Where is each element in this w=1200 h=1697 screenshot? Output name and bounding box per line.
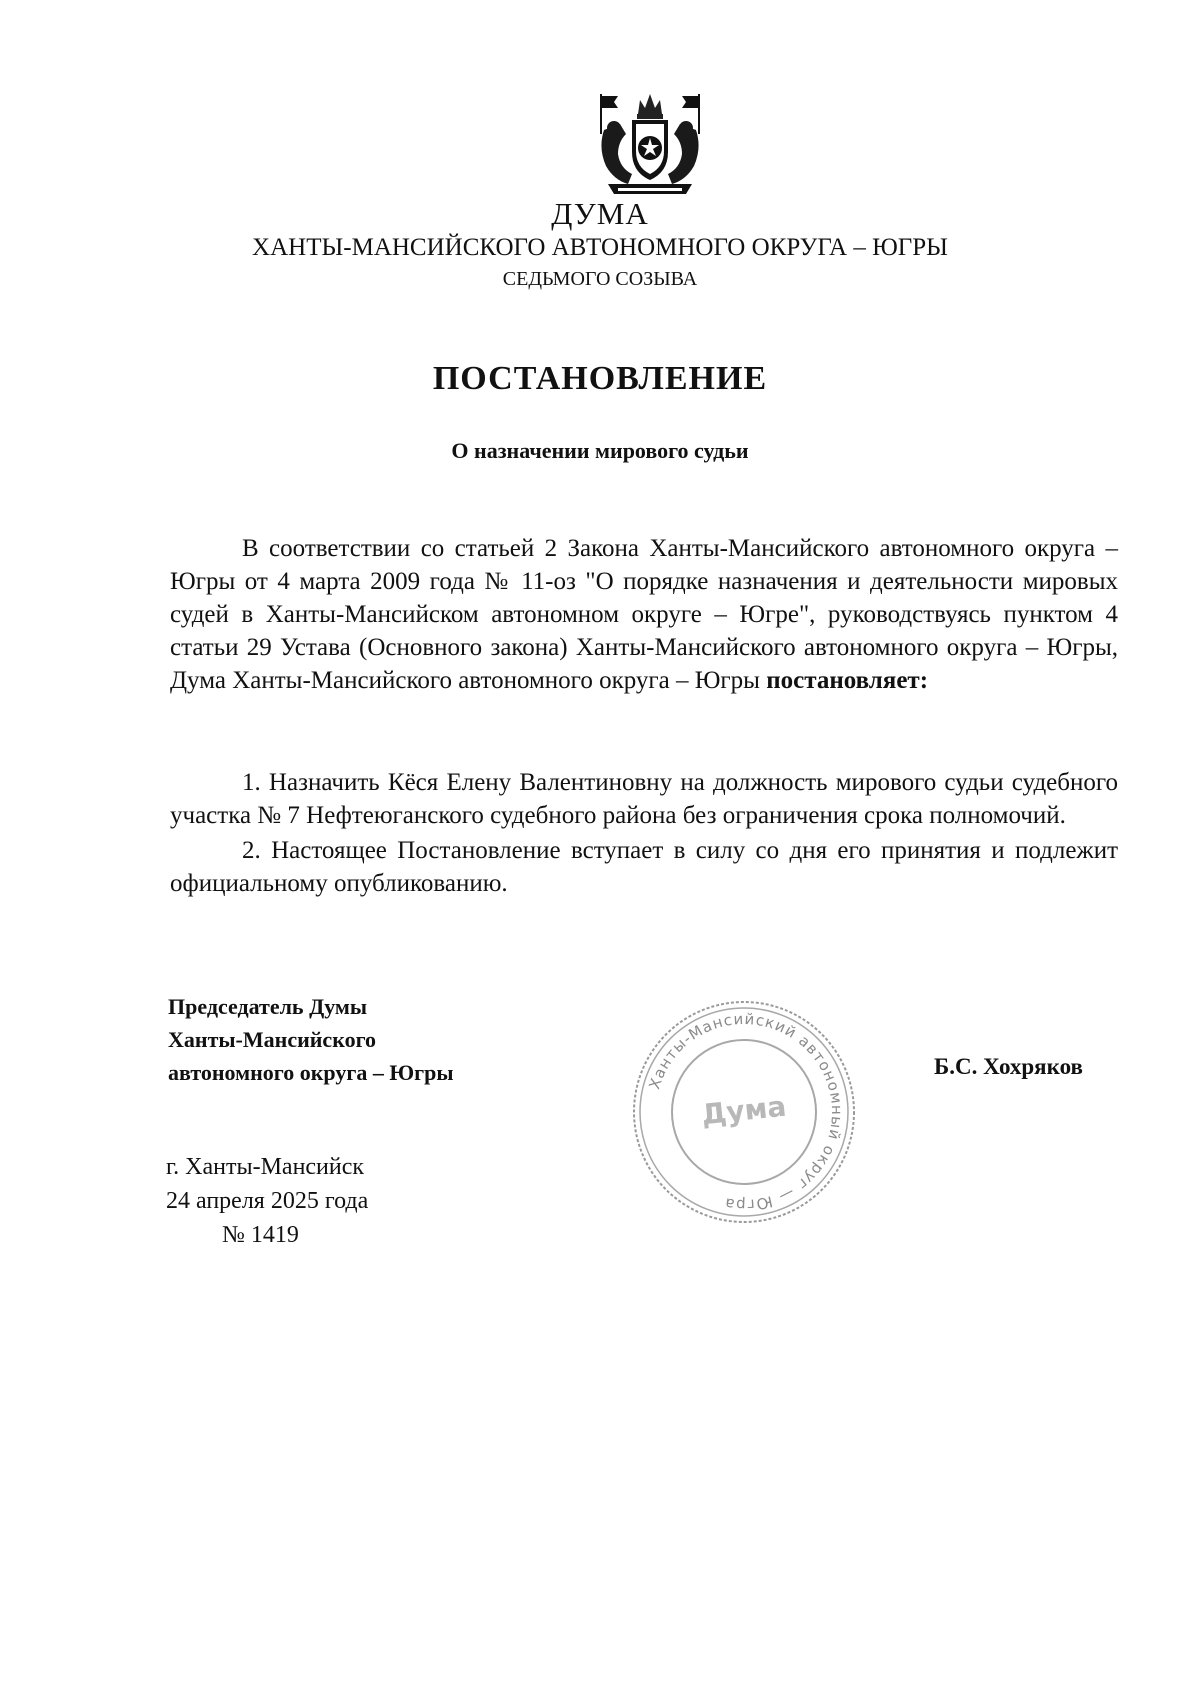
decree-word: постановляет: — [766, 667, 929, 694]
decree-item-1: 1. Назначить Кёся Елену Валентиновну на должность мирового судьи судебного участка № 7 Нефтеюганского судебного района без ограничения срока полномочий. — [170, 769, 1118, 829]
official-seal — [628, 996, 860, 1228]
coat-of-arms-icon — [588, 88, 712, 200]
document-number: № 1419 — [222, 1222, 299, 1248]
preamble-paragraph — [170, 532, 1118, 697]
signatory-position-line: Ханты-Мансийского — [168, 1027, 377, 1052]
preamble-text: В соответствии со статьей 2 Закона Ханты-Мансийского автономного округа – Югры от 4 марта 2009 года № 11-оз "О порядке назначения и деятельности мировых судей в Ханты-Мансийском автономном округе – Югре", руководствуясь пунктом 4 статьи 29 Устава (Основного закона) Ханты-Мансийского автономного округа – Югры, Дума Ханты-Мансийского автономного округа – Югры — [170, 535, 1118, 694]
signatory-position — [168, 990, 454, 1089]
signatory-name: Б.С. Хохряков — [934, 1054, 1083, 1079]
place-date-number — [166, 1150, 368, 1252]
header-region: ХАНТЫ-МАНСИЙСКОГО АВТОНОМНОГО ОКРУГА – ЮГРЫ — [252, 234, 948, 261]
signatory-position-line: автономного округа – Югры — [168, 1060, 454, 1085]
header-org: ДУМА — [551, 196, 649, 231]
decree-item-2: 2. Настоящее Постановление вступает в силу со дня его принятия и подлежит официальному опубликованию. — [170, 837, 1118, 897]
place-city: г. Ханты-Мансийск — [166, 1154, 365, 1180]
seal-ring-text: Ханты-Мансийский автономный округ — Югра — [645, 1009, 847, 1215]
signatory-position-line: Председатель Думы — [168, 994, 368, 1019]
document-subject: О назначении мирового судьи — [451, 438, 749, 463]
document-title: ПОСТАНОВЛЕНИЕ — [432, 360, 768, 397]
document-date: 24 апреля 2025 года — [166, 1188, 369, 1214]
decree-items — [170, 766, 1118, 900]
seal-center-text: Дума — [699, 1089, 788, 1132]
preamble — [170, 532, 1118, 697]
header-convocation: СЕДЬМОГО СОЗЫВА — [502, 268, 698, 290]
